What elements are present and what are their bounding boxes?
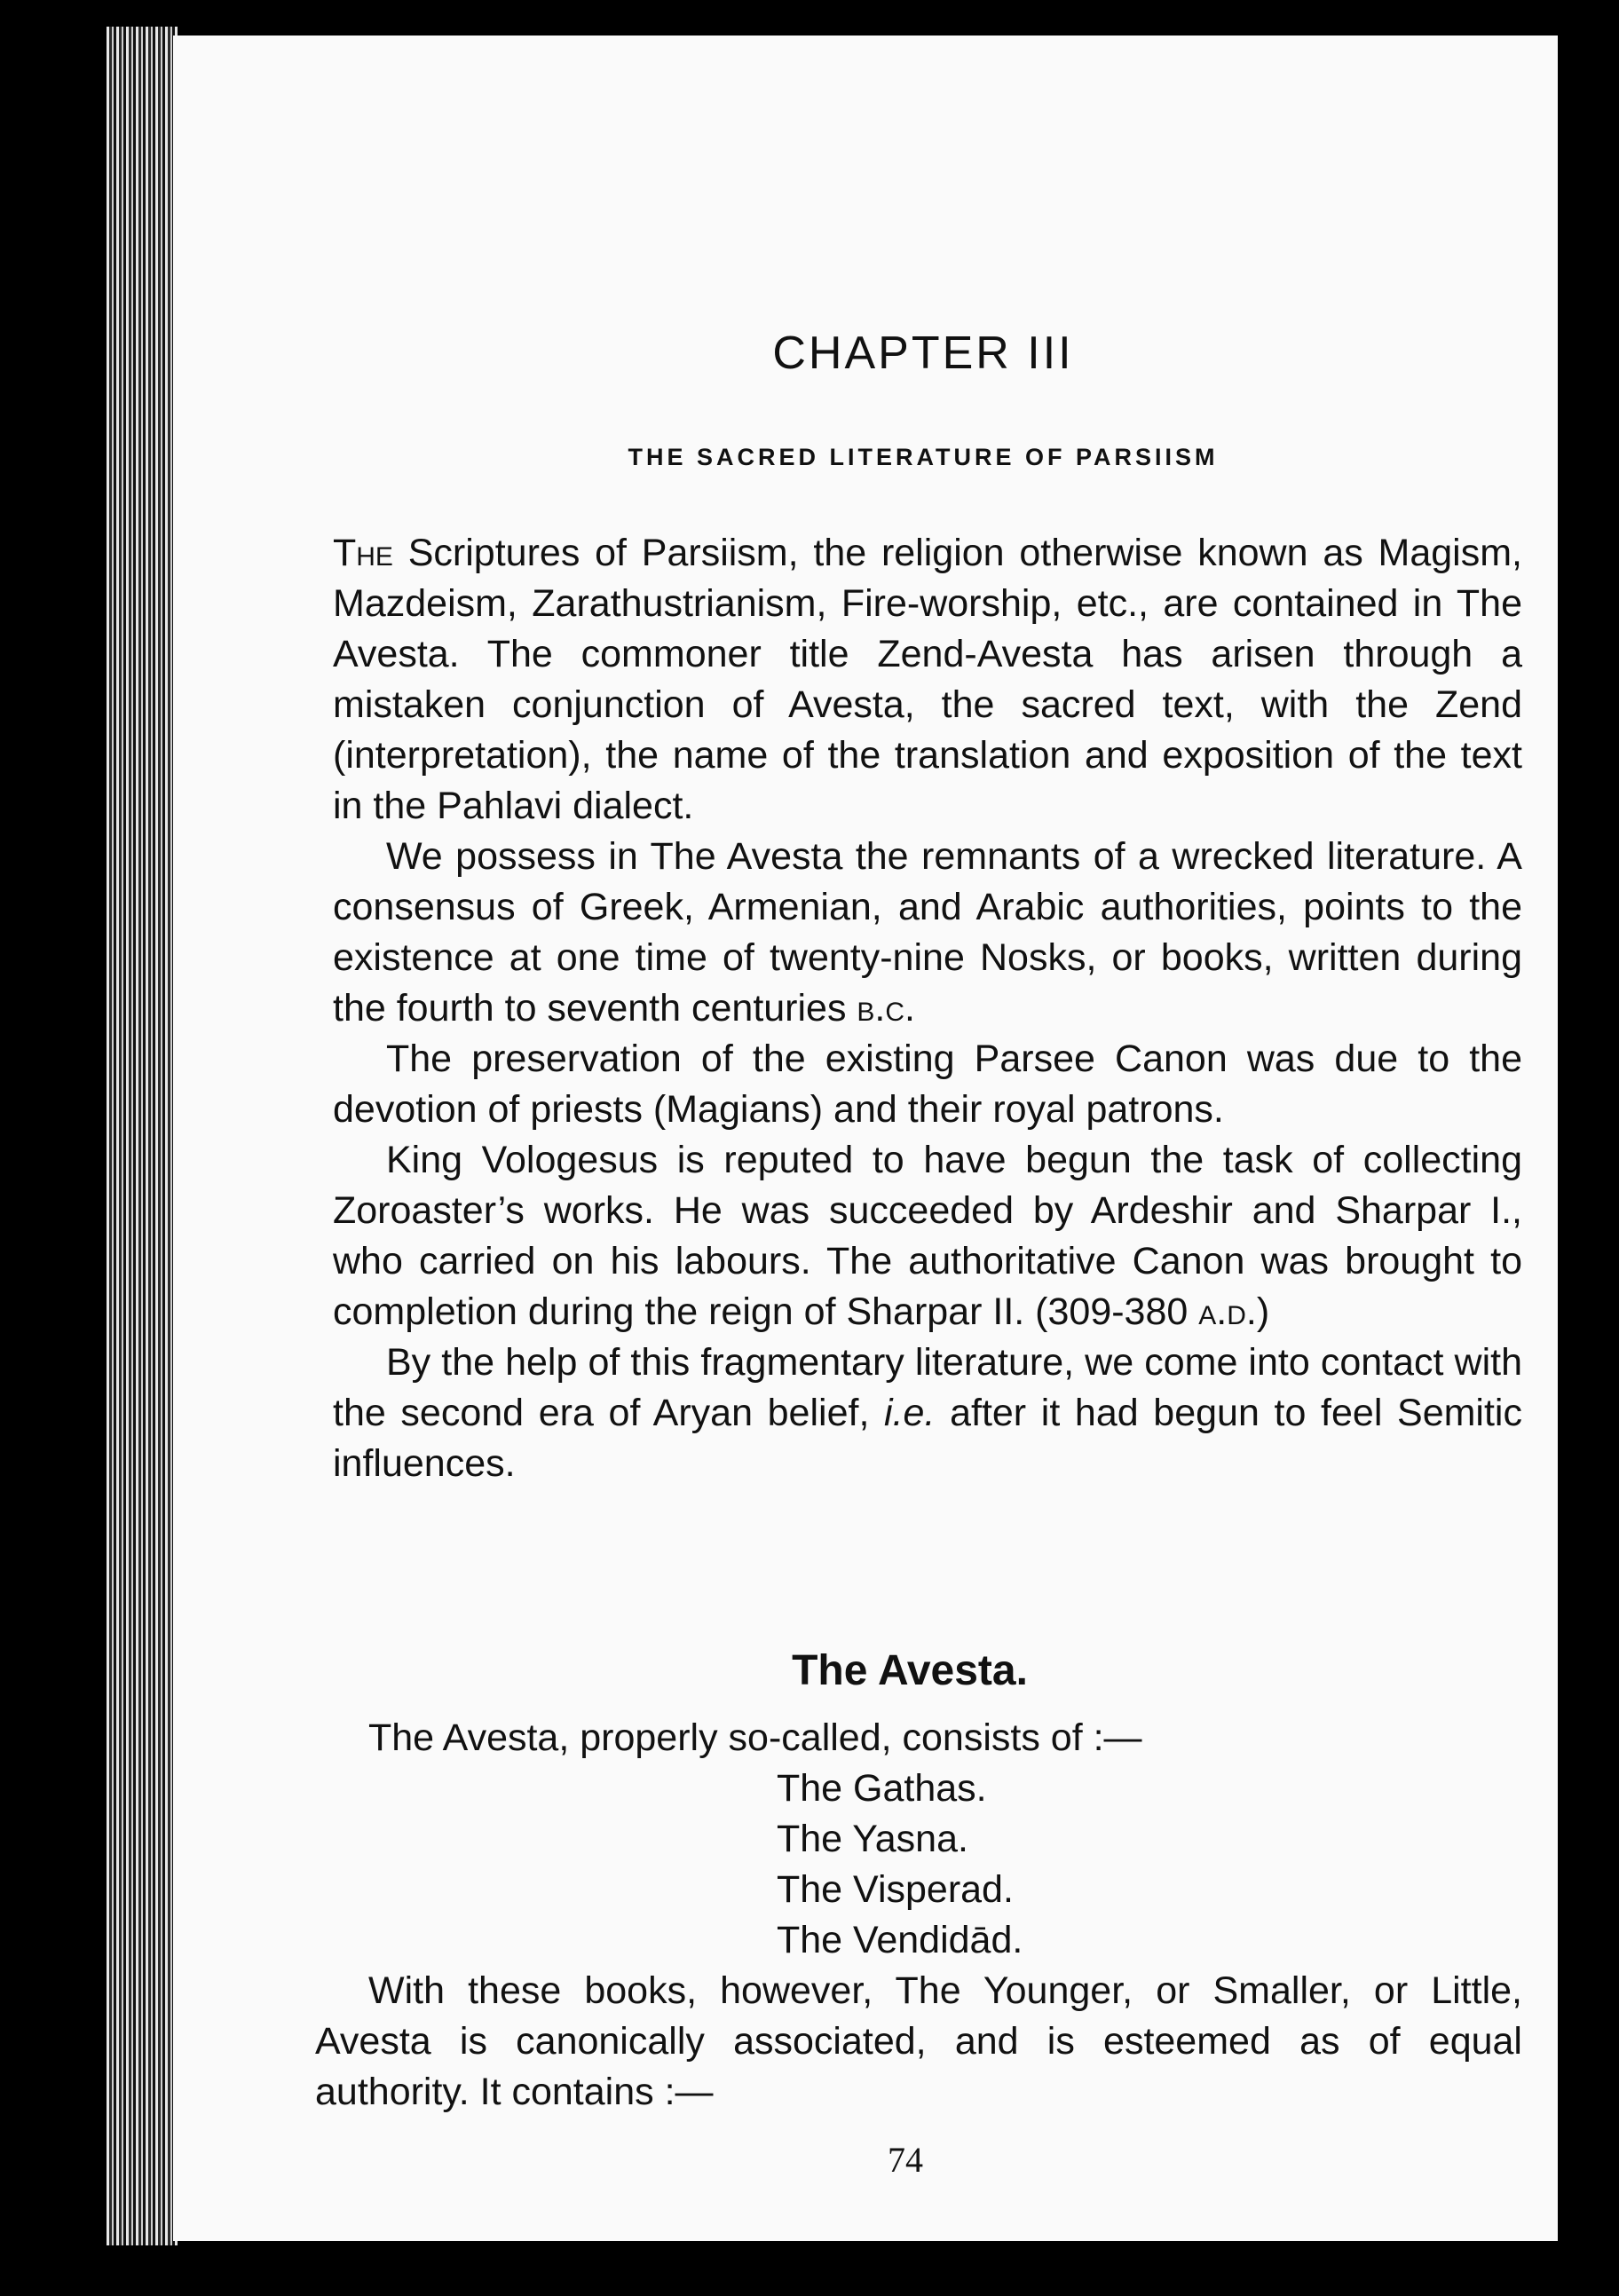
paragraph-1 xyxy=(333,528,1522,832)
paragraph-4-close: ) xyxy=(1256,1290,1270,1333)
paragraph-2 xyxy=(333,832,1522,1034)
section-closing: With these books, however, The Younger, or Smaller, or Little, Avesta is canonically associated, and is esteemed as of equal authority. It contains :— xyxy=(315,1969,1522,2113)
book-binding-edge xyxy=(107,27,178,2245)
paragraph-5-after: after it had begun to feel Semitic influences. xyxy=(333,1392,1522,1485)
page-number: 74 xyxy=(888,2140,923,2180)
section-body xyxy=(315,1713,1522,2118)
paragraph-3: The preservation of the existing Parsee Canon was due to the devotion of priests (Magians) and their royal patrons. xyxy=(333,1038,1522,1131)
paragraph-4-era: a.d. xyxy=(1198,1290,1257,1333)
paragraph-1-text: Scriptures of Parsiism, the religion otherwise known as Magism, Mazdeism, Zarathustrianism, Fire-worship, etc., are contained in The Avesta. The commoner title Zend-Avesta has arisen through a mistaken conjunction of Avesta, the sacred text, with the Zend (interpretation), the name of the translation and exposition of the text in the Pahlavi dialect. xyxy=(333,532,1522,827)
paragraph-1-lead: The xyxy=(333,532,393,574)
book-list-item: The Yasna. xyxy=(777,1818,968,1860)
book-list xyxy=(315,1763,1522,1966)
section-intro: The Avesta, properly so-called, consists of :— xyxy=(368,1716,1142,1759)
paragraph-2-text: We possess in The Avesta the remnants of a wrecked literature. A consensus of Greek, Armenian, and Arabic authorities, points to the existence at one time of twenty-nine Nosks, or books, written during the fourth to seventh centuries xyxy=(333,835,1522,1030)
book-list-item: The Gathas. xyxy=(777,1767,987,1810)
chapter-heading: CHAPTER III xyxy=(772,327,1074,379)
paragraph-2-era: b.c. xyxy=(857,987,915,1030)
paragraph-4 xyxy=(333,1135,1522,1337)
chapter-subtitle: THE SACRED LITERATURE OF PARSIISM xyxy=(628,444,1219,470)
paragraph-4-text: King Vologesus is reputed to have begun the task of collecting Zoroaster’s works. He was succeeded by Ardeshir and Sharpar I., who carried on his labours. The authoritative Canon was brought to completion during the reign of Sharpar II. (309-380 xyxy=(333,1139,1522,1333)
paragraph-5-before: By the help of this fragmentary literature, we come into contact with the second era of Aryan belief, xyxy=(333,1341,1522,1434)
paragraph-5-ie: i.e. xyxy=(884,1392,936,1434)
paragraph-5 xyxy=(333,1337,1522,1489)
book-list-item: The Vendidād. xyxy=(777,1919,1023,1961)
book-page xyxy=(173,36,1558,2241)
book-list-item: The Visperad. xyxy=(777,1868,1014,1911)
section-heading: The Avesta. xyxy=(792,1647,1028,1694)
chapter-body xyxy=(333,528,1522,1489)
